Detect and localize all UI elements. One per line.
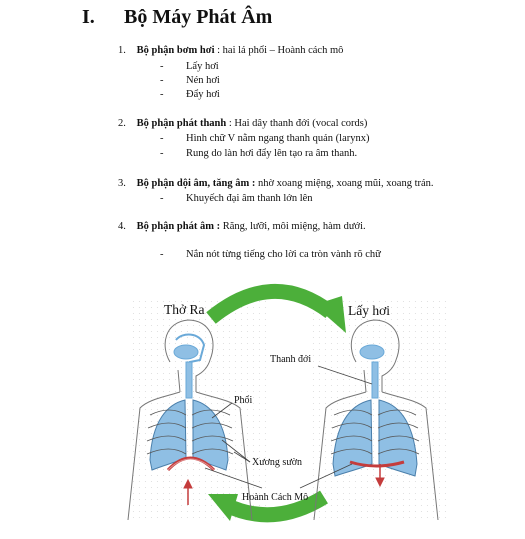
bullet-item: - Rung do làn hơi đẩy lên tạo ra âm thanh.	[160, 148, 358, 159]
bullet-item: - Nắn nót từng tiếng cho lời ca tròn vành rõ chữ	[160, 249, 381, 260]
bullet-text: Lấy hơi	[186, 61, 219, 72]
section-number: 4.	[118, 221, 126, 232]
bullet-item: - Đẩy hơi	[160, 89, 220, 100]
label-vocal-cords: Thanh đới	[270, 354, 312, 365]
bullet-text: Nén hơi	[186, 75, 220, 86]
label-ribs: Xương sườn	[252, 457, 303, 468]
section-title: Bộ phận dội âm, tăng âm :	[136, 178, 256, 189]
section-number: 3.	[118, 178, 126, 189]
label-diaphragm: Hoành Cách Mô	[242, 492, 309, 503]
section-number: 2.	[118, 118, 126, 129]
section-number: 1.	[118, 45, 126, 56]
section-desc: Răng, lưỡi, môi miệng, hàm dưới.	[222, 221, 366, 232]
bullet-item: - Khuyếch đại âm thanh lớn lên	[160, 193, 313, 204]
left-nasal-cavity	[174, 345, 198, 359]
section-title: Bộ phận bơm hơi	[136, 45, 215, 56]
right-trachea	[372, 362, 378, 398]
bullet-text: Khuyếch đại âm thanh lớn lên	[186, 193, 313, 204]
label-lungs: Phổi	[234, 395, 253, 406]
section-title: Bộ phận phát âm :	[136, 221, 221, 232]
section-desc: : Hai dây thanh đới (vocal cords)	[228, 118, 368, 129]
label-exhale: Thở Ra	[164, 302, 205, 317]
bullet-text: Hình chữ V nằm ngang thanh quản (larynx)	[186, 133, 370, 144]
bullet-item: - Lấy hơi	[160, 61, 219, 72]
section-title: Bộ phận phát thanh	[136, 118, 227, 129]
bullet-item: - Nén hơi	[160, 75, 220, 86]
right-nasal-cavity	[360, 345, 384, 359]
bullet-text: Nắn nót từng tiếng cho lời ca tròn vành rõ chữ	[186, 249, 381, 260]
bullet-text: Đẩy hơi	[186, 89, 220, 100]
heading-number: I.	[82, 6, 95, 28]
section-desc: nhờ xoang miệng, xoang mũi, xoang trán.	[257, 178, 434, 189]
label-inhale: Lấy hơi	[348, 303, 391, 318]
bullet-item: - Hình chữ V nằm ngang thanh quản (larynx)	[160, 133, 370, 144]
left-trachea	[186, 362, 192, 398]
section-desc: : hai lá phổi – Hoành cách mô	[217, 45, 344, 56]
bullet-text: Rung do làn hơi đẩy lên tạo ra âm thanh.	[186, 148, 358, 159]
heading-title: Bộ Máy Phát Âm	[124, 6, 273, 28]
